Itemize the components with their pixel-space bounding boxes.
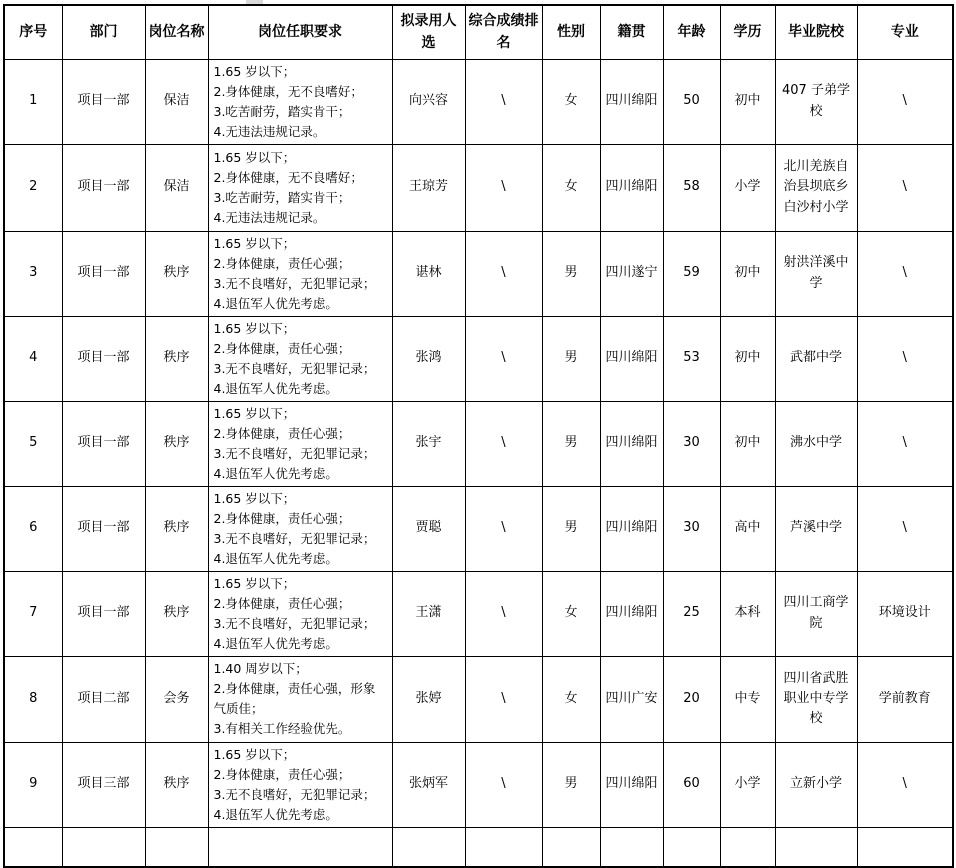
cell-number: 8 xyxy=(4,656,62,742)
cell-major: \ xyxy=(857,144,953,231)
cell-requirements xyxy=(208,59,392,144)
cell-hometown: 四川遂宁 xyxy=(600,231,663,316)
cell-age: 30 xyxy=(663,401,720,486)
cell-candidate: 张炳军 xyxy=(392,742,465,827)
requirement-line: 2.身体健康，责任心强； xyxy=(213,766,351,782)
cell-number: 1 xyxy=(4,59,62,144)
cell-education: 初中 xyxy=(720,231,775,316)
requirement-line: 2.身体健康，无不良嗜好； xyxy=(213,83,363,99)
cell-gender: 男 xyxy=(542,486,600,571)
cell-major: \ xyxy=(857,486,953,571)
cell-requirements xyxy=(208,571,392,656)
cell-rank xyxy=(465,827,542,867)
partial-row xyxy=(4,827,953,867)
column-header-8: 年龄 xyxy=(663,5,720,59)
cell-school: 立新小学 xyxy=(775,742,857,827)
cell-education: 初中 xyxy=(720,316,775,401)
cell-position: 会务 xyxy=(145,656,208,742)
cell-major: \ xyxy=(857,59,953,144)
cell-gender: 男 xyxy=(542,231,600,316)
column-header-7: 籍贯 xyxy=(600,5,663,59)
cell-major: \ xyxy=(857,742,953,827)
cell-number: 6 xyxy=(4,486,62,571)
cell-hometown: 四川绵阳 xyxy=(600,401,663,486)
cell-requirements xyxy=(208,401,392,486)
requirement-line: 4.退伍军人优先考虑。 xyxy=(213,380,338,396)
requirement-line: 2.身体健康，责任心强； xyxy=(213,595,351,611)
cell-position: 秩序 xyxy=(145,231,208,316)
cell-position: 秩序 xyxy=(145,486,208,571)
cell-number: 5 xyxy=(4,401,62,486)
table-row xyxy=(4,742,953,827)
requirement-line: 1.65 岁以下； xyxy=(213,746,296,762)
cell-position: 保洁 xyxy=(145,59,208,144)
cell-age: 59 xyxy=(663,231,720,316)
table-row xyxy=(4,401,953,486)
cell-rank: \ xyxy=(465,742,542,827)
requirement-line: 3.无不良嗜好，无犯罪记录； xyxy=(213,360,376,376)
requirement-line: 4.退伍军人优先考虑。 xyxy=(213,550,338,566)
cell-gender: 女 xyxy=(542,571,600,656)
cell-school: 沸水中学 xyxy=(775,401,857,486)
requirement-line: 1.65 岁以下； xyxy=(213,490,296,506)
cell-education: 中专 xyxy=(720,656,775,742)
requirement-line: 4.退伍军人优先考虑。 xyxy=(213,465,338,481)
table-row xyxy=(4,656,953,742)
cell-requirements xyxy=(208,486,392,571)
column-header-2: 岗位名称 xyxy=(145,5,208,59)
recruitment-table xyxy=(3,4,954,868)
cell-school: 北川羌族自治县坝底乡白沙村小学 xyxy=(775,144,857,231)
cell-education: 本科 xyxy=(720,571,775,656)
recruitment-table-container xyxy=(3,4,954,868)
cell-candidate: 贾聪 xyxy=(392,486,465,571)
cell-candidate: 王潇 xyxy=(392,571,465,656)
header-row xyxy=(4,5,953,59)
requirement-line: 2.身体健康，责任心强； xyxy=(213,340,351,356)
cell-major: \ xyxy=(857,316,953,401)
requirement-line: 1.65 岁以下； xyxy=(213,63,296,79)
requirement-line: 3.无不良嗜好，无犯罪记录； xyxy=(213,445,376,461)
requirement-line: 2.身体健康，责任心强； xyxy=(213,255,351,271)
cell-age: 53 xyxy=(663,316,720,401)
requirement-line: 3.无不良嗜好，无犯罪记录； xyxy=(213,786,376,802)
cell-major: \ xyxy=(857,401,953,486)
cell-rank: \ xyxy=(465,571,542,656)
cell-major xyxy=(857,827,953,867)
cell-hometown: 四川绵阳 xyxy=(600,316,663,401)
column-header-0: 序号 xyxy=(4,5,62,59)
requirement-line: 1.40 周岁以下； xyxy=(213,661,308,676)
cell-education: 初中 xyxy=(720,401,775,486)
table-row xyxy=(4,59,953,144)
cell-rank: \ xyxy=(465,401,542,486)
cell-department: 项目一部 xyxy=(62,571,145,656)
requirement-line: 1.65 岁以下； xyxy=(213,405,296,421)
column-header-10: 毕业院校 xyxy=(775,5,857,59)
cell-age xyxy=(663,827,720,867)
cell-major: 学前教育 xyxy=(857,656,953,742)
cell-education: 高中 xyxy=(720,486,775,571)
cell-department: 项目一部 xyxy=(62,401,145,486)
cell-age: 30 xyxy=(663,486,720,571)
cell-school: 射洪洋溪中学 xyxy=(775,231,857,316)
cell-requirements xyxy=(208,144,392,231)
cell-number: 4 xyxy=(4,316,62,401)
requirement-line: 3.无不良嗜好，无犯罪记录； xyxy=(213,530,376,546)
cell-age: 60 xyxy=(663,742,720,827)
cell-gender: 男 xyxy=(542,742,600,827)
cell-position: 秩序 xyxy=(145,401,208,486)
requirement-line: 1.65 岁以下； xyxy=(213,320,296,336)
cell-requirements xyxy=(208,656,392,742)
cell-school: 芦溪中学 xyxy=(775,486,857,571)
cell-number: 3 xyxy=(4,231,62,316)
cell-rank: \ xyxy=(465,486,542,571)
requirement-line: 3.无不良嗜好，无犯罪记录； xyxy=(213,275,376,291)
cell-requirements xyxy=(208,231,392,316)
cell-school xyxy=(775,827,857,867)
cell-gender: 女 xyxy=(542,144,600,231)
cell-candidate: 张婷 xyxy=(392,656,465,742)
requirement-line: 3.吃苦耐劳，踏实肯干； xyxy=(213,103,351,119)
cell-department: 项目一部 xyxy=(62,144,145,231)
table-row xyxy=(4,486,953,571)
cell-age: 58 xyxy=(663,144,720,231)
cell-department: 项目一部 xyxy=(62,486,145,571)
cell-department: 项目一部 xyxy=(62,316,145,401)
cell-position: 秩序 xyxy=(145,742,208,827)
requirement-line: 4.无违法违规记录。 xyxy=(213,209,326,225)
cell-position: 秩序 xyxy=(145,571,208,656)
cell-candidate: 王琼芳 xyxy=(392,144,465,231)
cell-education: 小学 xyxy=(720,742,775,827)
cell-hometown: 四川绵阳 xyxy=(600,59,663,144)
column-header-9: 学历 xyxy=(720,5,775,59)
cell-hometown: 四川绵阳 xyxy=(600,742,663,827)
cell-position xyxy=(145,827,208,867)
cell-requirements xyxy=(208,827,392,867)
cell-hometown: 四川绵阳 xyxy=(600,486,663,571)
cell-gender: 男 xyxy=(542,401,600,486)
cell-candidate: 张鸿 xyxy=(392,316,465,401)
table-row xyxy=(4,144,953,231)
requirement-line: 1.65 岁以下； xyxy=(213,575,296,591)
requirement-line: 3.无不良嗜好，无犯罪记录； xyxy=(213,615,376,631)
cell-gender: 女 xyxy=(542,656,600,742)
cell-department: 项目一部 xyxy=(62,231,145,316)
requirement-line: 3.吃苦耐劳，踏实肯干； xyxy=(213,189,351,205)
table-body xyxy=(4,59,953,867)
column-header-6: 性别 xyxy=(542,5,600,59)
requirement-line: 2.身体健康，责任心强； xyxy=(213,510,351,526)
cell-major: \ xyxy=(857,231,953,316)
table-row xyxy=(4,316,953,401)
cell-school: 四川工商学院 xyxy=(775,571,857,656)
cell-requirements xyxy=(208,316,392,401)
column-header-3: 岗位任职要求 xyxy=(208,5,392,59)
cell-rank: \ xyxy=(465,59,542,144)
cell-number: 2 xyxy=(4,144,62,231)
cell-gender xyxy=(542,827,600,867)
cell-gender: 男 xyxy=(542,316,600,401)
requirement-line: 4.无违法违规记录。 xyxy=(213,123,326,139)
cell-candidate: 谌林 xyxy=(392,231,465,316)
cell-gender: 女 xyxy=(542,59,600,144)
cell-number: 7 xyxy=(4,571,62,656)
cell-candidate xyxy=(392,827,465,867)
cell-rank: \ xyxy=(465,316,542,401)
requirement-line: 4.退伍军人优先考虑。 xyxy=(213,295,338,311)
cell-number xyxy=(4,827,62,867)
column-header-4: 拟录用人选 xyxy=(392,5,465,59)
column-header-5: 综合成绩排名 xyxy=(465,5,542,59)
cell-department: 项目二部 xyxy=(62,656,145,742)
requirement-line: 2.身体健康，责任心强，形象气质佳； xyxy=(213,681,376,716)
requirement-line: 1.65 岁以下； xyxy=(213,149,296,165)
cell-hometown: 四川广安 xyxy=(600,656,663,742)
cell-rank: \ xyxy=(465,656,542,742)
cell-school: 武都中学 xyxy=(775,316,857,401)
cell-education: 初中 xyxy=(720,59,775,144)
cell-candidate: 向兴容 xyxy=(392,59,465,144)
cell-department: 项目三部 xyxy=(62,742,145,827)
requirement-line: 4.退伍军人优先考虑。 xyxy=(213,635,338,651)
cell-department xyxy=(62,827,145,867)
cell-candidate: 张宇 xyxy=(392,401,465,486)
table-row xyxy=(4,571,953,656)
requirement-line: 1.65 岁以下； xyxy=(213,235,296,251)
cell-requirements xyxy=(208,742,392,827)
column-header-11: 专业 xyxy=(857,5,953,59)
cell-major: 环境设计 xyxy=(857,571,953,656)
table-row xyxy=(4,231,953,316)
column-header-1: 部门 xyxy=(62,5,145,59)
cell-number: 9 xyxy=(4,742,62,827)
cell-department: 项目一部 xyxy=(62,59,145,144)
cell-hometown xyxy=(600,827,663,867)
cell-rank: \ xyxy=(465,231,542,316)
cell-school: 四川省武胜职业中专学校 xyxy=(775,656,857,742)
cell-position: 秩序 xyxy=(145,316,208,401)
cell-position: 保洁 xyxy=(145,144,208,231)
cell-age: 25 xyxy=(663,571,720,656)
cell-hometown: 四川绵阳 xyxy=(600,144,663,231)
cell-age: 20 xyxy=(663,656,720,742)
requirement-line: 2.身体健康，责任心强； xyxy=(213,425,351,441)
cell-hometown: 四川绵阳 xyxy=(600,571,663,656)
cell-rank: \ xyxy=(465,144,542,231)
requirement-line: 2.身体健康，无不良嗜好； xyxy=(213,169,363,185)
requirement-line: 3.有相关工作经验优先。 xyxy=(213,721,351,736)
requirement-line: 4.退伍军人优先考虑。 xyxy=(213,806,338,822)
cell-education: 小学 xyxy=(720,144,775,231)
cell-school: 407 子弟学校 xyxy=(775,59,857,144)
cell-age: 50 xyxy=(663,59,720,144)
cell-education xyxy=(720,827,775,867)
